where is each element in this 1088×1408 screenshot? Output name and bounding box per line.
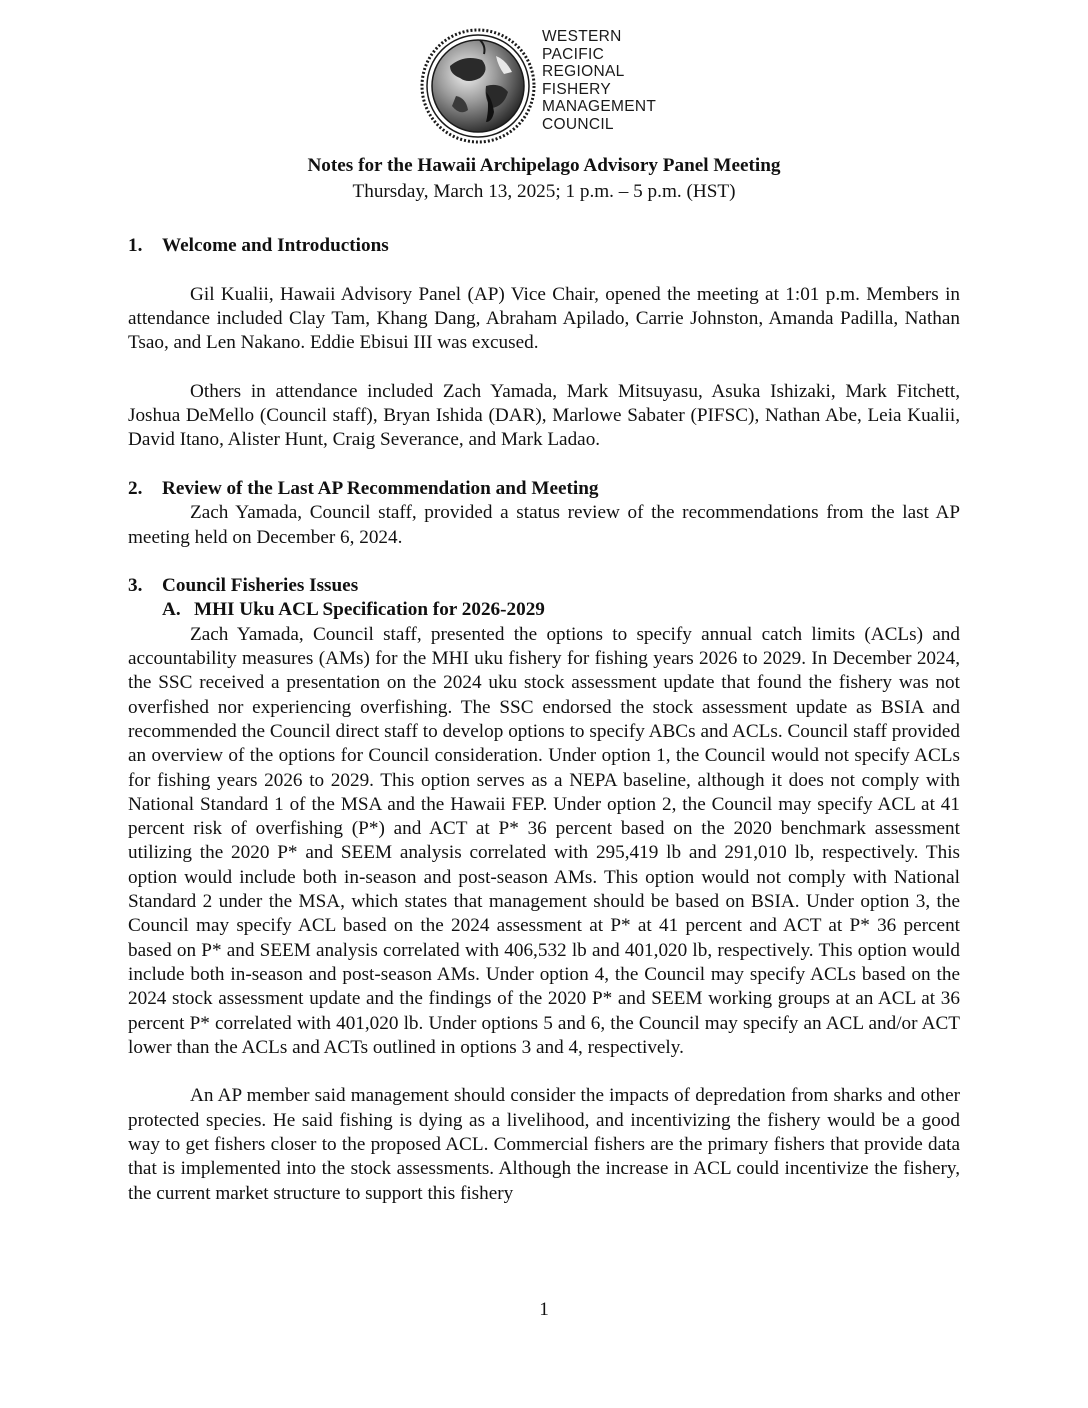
section-title: Welcome and Introductions — [162, 235, 389, 256]
paragraph: Zach Yamada, Council staff, presented the options to specify annual catch limits (ACLs) and accountability measures (AMs) for the MHI uku fishery for fishing years 2026 to 2029. In December 2024, the SSC received a presentation on the 2024 uku stock assessment update that found the fishery was not overfished nor experiencing overfishing. The SSC endorsed the stock assessment update as BSIA and recommended the Council direct staff to develop options to specify ABCs and ACLs. Council staff provided an overview of the options for Council consideration. Under option 1, the Council would not specify ACLs for fishing years 2026 to 2029. This option serves as a NEPA baseline, although it does not comply with National Standard 1 of the MSA and the Hawaii FEP. Under option 2, the Council may specify ACL at 41 percent risk of overfishing (P*) and ACT at P* 36 percent based on the 2020 benchmark assessment utilizing the 2020 P* and SEEM analysis correlated with 295,419 lb and 291,010 lb, respectively. This option would include both in-season and post-season AMs. This option would not comply with National Standard 2 under the MSA, which states that management should be based on BSIA. Under option 3, the Council may specify ACL based on the 2024 assessment at P* at 41 percent and ACT at P* 36 percent based on P* and SEEM analysis correlated with 406,532 lb and 401,020 lb, respectively. This option would include both in-season and post-season AMs. Under option 4, the Council may specify ACLs based on the 2024 stock assessment update and the findings of the 2020 P* and SEEM working groups at an ACL at 36 percent P* correlated with 401,020 lb. Under options 5 and 6, the Council may specify an ACL and/or ACT lower than the ACLs and ACTs outlined in options 3 and 4, respectively. — [128, 623, 960, 1058]
meeting-date: Thursday, March 13, 2025; 1 p.m. – 5 p.m. (HST) — [352, 181, 736, 203]
council-name-line: REGIONAL — [542, 63, 625, 81]
subsection-heading — [128, 598, 960, 622]
section-heading — [128, 574, 960, 598]
section-number: 1. — [128, 235, 143, 256]
globe-seal-icon — [420, 26, 540, 148]
section-title: Council Fisheries Issues — [162, 575, 359, 597]
section-heading — [128, 234, 960, 258]
paragraph: Zach Yamada, Council staff, provided a status review of the recommendations from the last AP meeting held on December 6, 2024. — [128, 502, 960, 548]
council-name-line: WESTERN — [542, 28, 622, 45]
document-body — [128, 234, 960, 1206]
subsection-title: MHI Uku ACL Specification for 2026-2029 — [194, 599, 545, 621]
paragraph: An AP member said management should consider the impacts of depredation from sharks and other protected species. He said fishing is dying as a livelihood, and incentivizing the fishery would be a good way to get fishers closer to the proposed ACL. Commercial fishers are the primary fishers that provide data that is implemented into the stock assessments. Although the increase in ACL could incentivize the fishery, the current market structure to support this fishery — [128, 1085, 960, 1204]
section-heading — [128, 477, 960, 501]
paragraph: Others in attendance included Zach Yamada, Mark Mitsuyasu, Asuka Ishizaki, Mark Fitchett, Joshua DeMello (Council staff), Bryan Ishida (DAR), Marlowe Sabater (PIFSC), Nathan Abe, Leia Kualii, David Itano, Alister Hunt, Craig Severance, and Mark Ladao. — [128, 380, 960, 451]
council-name-line: COUNCIL — [542, 115, 614, 133]
council-name-line: PACIFIC — [542, 45, 605, 63]
document-title: Notes for the Hawaii Archipelago Advisory Panel Meeting — [307, 155, 781, 176]
council-name-line: MANAGEMENT — [542, 98, 657, 116]
paragraph: Gil Kualii, Hawaii Advisory Panel (AP) Vice Chair, opened the meeting at 1:01 p.m. Members in attendance included Clay Tam, Khang Dang, Abraham Apilado, Carrie Johnston, Amanda Padilla, Nathan Tsao, and Len Nakano. Eddie Ebisui III was excused. — [128, 283, 960, 354]
section-number: 3. — [128, 575, 143, 597]
section-number: 2. — [128, 477, 143, 499]
title-block — [0, 154, 1088, 205]
section-title: Review of the Last AP Recommendation and Meeting — [162, 477, 599, 499]
page-number: 1 — [539, 1299, 549, 1320]
council-logo — [420, 26, 680, 148]
council-name — [542, 28, 656, 134]
council-name-line: FISHERY — [542, 80, 611, 98]
subsection-number: A. — [162, 599, 181, 621]
